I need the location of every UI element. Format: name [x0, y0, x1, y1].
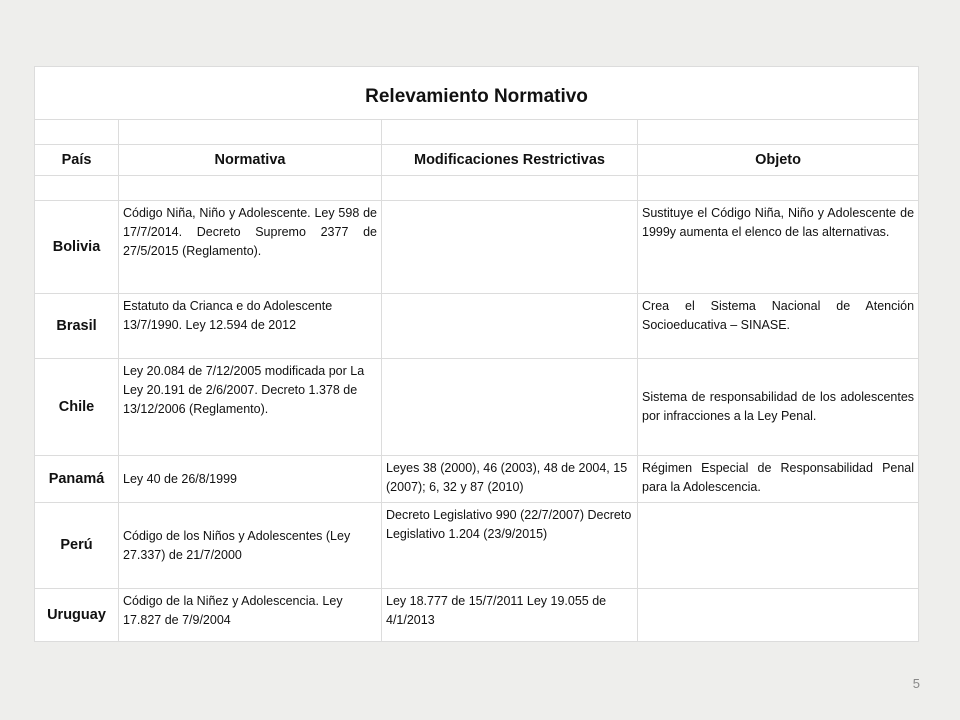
country-cell: Perú — [35, 503, 119, 589]
objeto-cell: Crea el Sistema Nacional de Atención Socioeducativa – SINASE. — [638, 294, 919, 359]
country-cell: Uruguay — [35, 589, 119, 642]
modificaciones-cell — [382, 294, 638, 359]
table-row — [35, 359, 919, 456]
empty-cell — [119, 120, 382, 145]
spacer-row — [35, 120, 919, 145]
page-number: 5 — [912, 676, 920, 691]
objeto-cell: Sistema de responsabilidad de los adolescentes por infracciones a la Ley Penal. — [638, 359, 919, 456]
header-row — [35, 145, 919, 176]
objeto-cell — [638, 589, 919, 642]
table-row — [35, 456, 919, 503]
table-row — [35, 294, 919, 359]
title-row — [35, 67, 919, 120]
normativa-cell: Código de los Niños y Adolescentes (Ley 27.337) de 21/7/2000 — [119, 503, 382, 589]
objeto-cell — [638, 503, 919, 589]
country-cell: Chile — [35, 359, 119, 456]
table-title: Relevamiento Normativo — [35, 67, 919, 120]
header-modificaciones: Modificaciones Restrictivas — [382, 145, 638, 176]
objeto-cell: Régimen Especial de Responsabilidad Penal para la Adolescencia. — [638, 456, 919, 503]
normative-table — [34, 66, 919, 642]
empty-cell — [35, 176, 119, 201]
country-cell: Panamá — [35, 456, 119, 503]
table-row — [35, 589, 919, 642]
country-cell: Bolivia — [35, 201, 119, 294]
header-normativa: Normativa — [119, 145, 382, 176]
empty-cell — [638, 120, 919, 145]
normativa-cell: Código Niña, Niño y Adolescente. Ley 598 de 17/7/2014. Decreto Supremo 2377 de 27/5/2015 (Reglamento). — [119, 201, 382, 294]
header-pais: País — [35, 145, 119, 176]
spacer-row — [35, 176, 919, 201]
empty-cell — [382, 176, 638, 201]
modificaciones-cell — [382, 201, 638, 294]
normativa-cell: Código de la Niñez y Adolescencia. Ley 17.827 de 7/9/2004 — [119, 589, 382, 642]
modificaciones-cell: Ley 18.777 de 15/7/2011 Ley 19.055 de 4/1/2013 — [382, 589, 638, 642]
modificaciones-cell — [382, 359, 638, 456]
normativa-cell: Estatuto da Crianca e do Adolescente 13/7/1990. Ley 12.594 de 2012 — [119, 294, 382, 359]
modificaciones-cell: Leyes 38 (2000), 46 (2003), 48 de 2004, 15 (2007); 6, 32 y 87 (2010) — [382, 456, 638, 503]
objeto-cell: Sustituye el Código Niña, Niño y Adolescente de 1999y aumenta el elenco de las alternativas. — [638, 201, 919, 294]
empty-cell — [382, 120, 638, 145]
empty-cell — [638, 176, 919, 201]
normativa-cell: Ley 40 de 26/8/1999 — [119, 456, 382, 503]
normativa-cell: Ley 20.084 de 7/12/2005 modificada por La Ley 20.191 de 2/6/2007. Decreto 1.378 de 13/12/2006 (Reglamento). — [119, 359, 382, 456]
modificaciones-cell: Decreto Legislativo 990 (22/7/2007) Decreto Legislativo 1.204 (23/9/2015) — [382, 503, 638, 589]
table-row — [35, 201, 919, 294]
header-objeto: Objeto — [638, 145, 919, 176]
country-cell: Brasil — [35, 294, 119, 359]
empty-cell — [35, 120, 119, 145]
table-row — [35, 503, 919, 589]
empty-cell — [119, 176, 382, 201]
